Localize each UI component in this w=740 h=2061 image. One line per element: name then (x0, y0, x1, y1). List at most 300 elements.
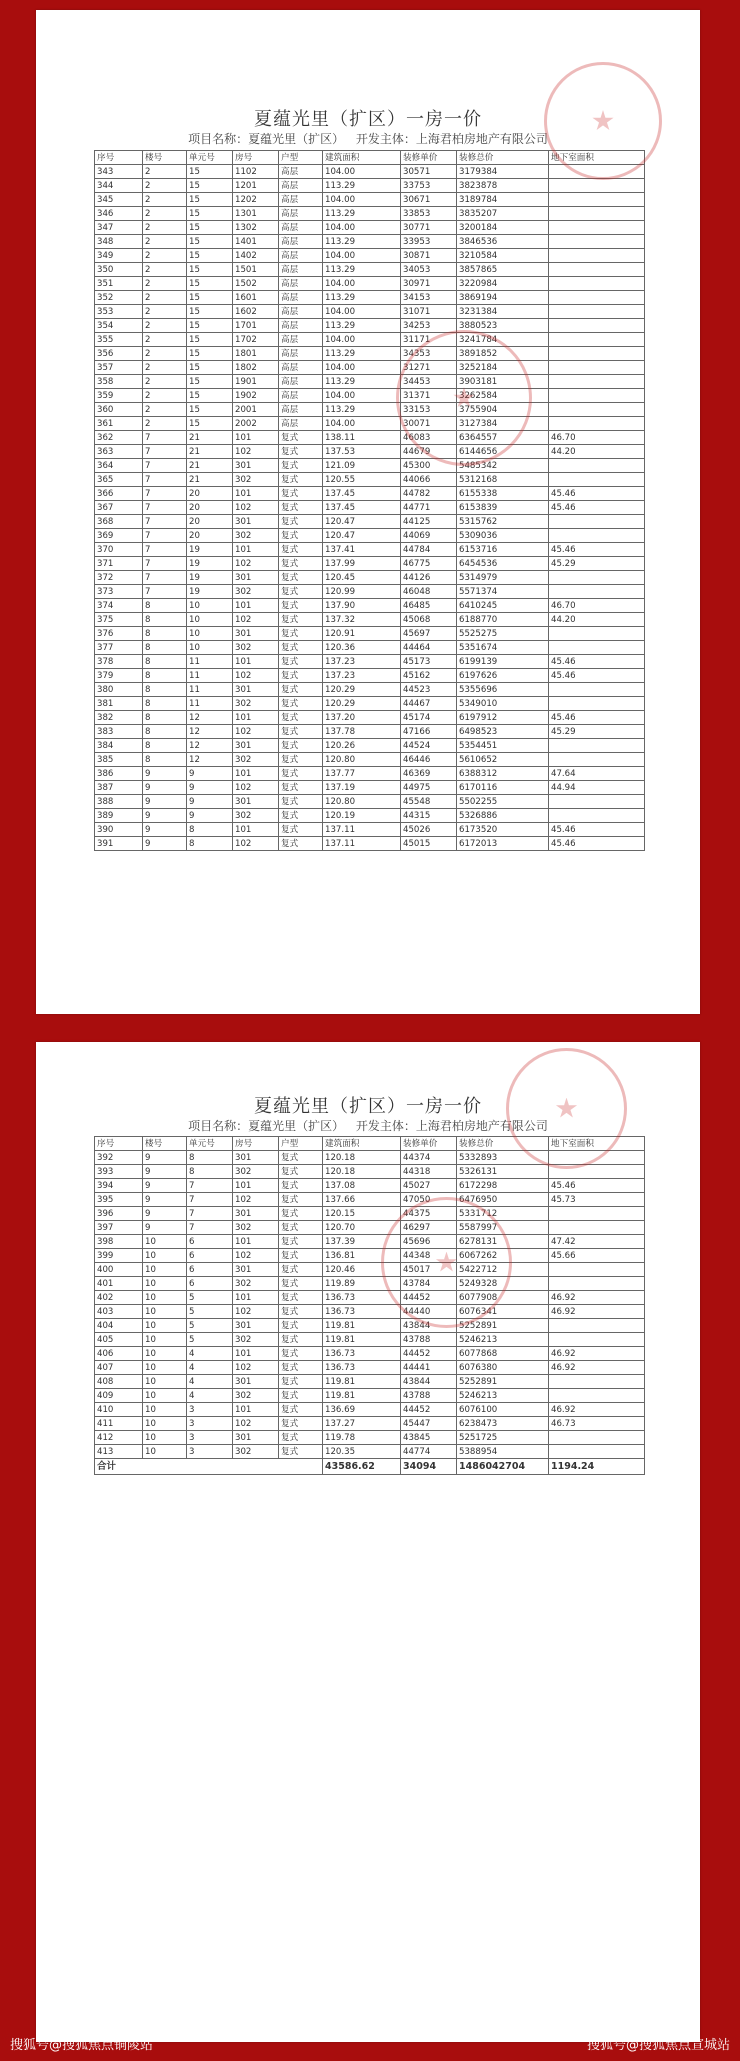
table-cell: 301 (233, 515, 279, 529)
table-cell: 45.29 (549, 725, 645, 739)
table-cell: 46297 (401, 1221, 457, 1235)
table-cell: 44315 (401, 809, 457, 823)
project-name: 项目名称：夏蕴光里（扩区） (188, 132, 345, 146)
table-cell: 复式 (279, 431, 323, 445)
table-cell: 44524 (401, 739, 457, 753)
table-cell: 137.08 (323, 1179, 401, 1193)
table-cell: 7 (143, 431, 187, 445)
table-cell: 45.46 (549, 669, 645, 683)
table-cell: 45174 (401, 711, 457, 725)
table-cell: 20 (187, 487, 233, 501)
table-cell (549, 221, 645, 235)
price-list-page-1 (36, 10, 700, 1014)
column-header: 单元号 (187, 151, 233, 165)
table-cell: 7 (143, 515, 187, 529)
table-row (95, 193, 645, 207)
total-price: 1486042704 (457, 1459, 549, 1475)
table-cell: 6172013 (457, 837, 549, 851)
table-cell: 8 (143, 725, 187, 739)
table-cell: 6197912 (457, 711, 549, 725)
table-cell: 1602 (233, 305, 279, 319)
table-cell: 31171 (401, 333, 457, 347)
table-cell: 302 (233, 641, 279, 655)
table-cell (549, 263, 645, 277)
table-cell: 382 (95, 711, 143, 725)
table-cell: 5314979 (457, 571, 549, 585)
table-cell (549, 165, 645, 179)
table-cell: 9 (143, 1165, 187, 1179)
table-cell: 412 (95, 1431, 143, 1445)
table-cell: 高层 (279, 207, 323, 221)
table-cell: 7 (143, 459, 187, 473)
table-cell: 137.19 (323, 781, 401, 795)
column-header: 单元号 (187, 1137, 233, 1151)
table-row (95, 207, 645, 221)
table-cell: 33953 (401, 235, 457, 249)
table-cell: 120.80 (323, 753, 401, 767)
table-header-row (95, 1137, 645, 1151)
table-cell: 5326131 (457, 1165, 549, 1179)
table-cell: 2 (143, 333, 187, 347)
table-cell: 34253 (401, 319, 457, 333)
table-cell: 397 (95, 1221, 143, 1235)
table-cell: 1201 (233, 179, 279, 193)
table-cell: 102 (233, 1305, 279, 1319)
table-cell: 44.20 (549, 613, 645, 627)
table-cell: 45026 (401, 823, 457, 837)
table-cell (549, 753, 645, 767)
table-cell: 44467 (401, 697, 457, 711)
column-header: 地下室面积 (549, 1137, 645, 1151)
table-cell: 高层 (279, 375, 323, 389)
table-cell: 44782 (401, 487, 457, 501)
table-cell: 45548 (401, 795, 457, 809)
table-cell: 复式 (279, 1221, 323, 1235)
table-cell: 5312168 (457, 473, 549, 487)
table-cell: 3755904 (457, 403, 549, 417)
table-cell: 1802 (233, 361, 279, 375)
table-cell: 381 (95, 697, 143, 711)
table-cell: 45173 (401, 655, 457, 669)
total-basement: 1194.24 (549, 1459, 645, 1475)
table-cell: 137.11 (323, 823, 401, 837)
table-cell: 3 (187, 1431, 233, 1445)
table-row (95, 263, 645, 277)
table-cell: 6388312 (457, 767, 549, 781)
table-cell: 2 (143, 291, 187, 305)
table-cell: 301 (233, 795, 279, 809)
table-cell: 5 (187, 1319, 233, 1333)
table-cell: 101 (233, 543, 279, 557)
table-row (95, 1235, 645, 1249)
table-cell: 404 (95, 1319, 143, 1333)
table-cell: 46.70 (549, 599, 645, 613)
table-cell: 343 (95, 165, 143, 179)
table-cell (549, 1333, 645, 1347)
table-cell: 6278131 (457, 1235, 549, 1249)
table-row (95, 403, 645, 417)
column-header: 建筑面积 (323, 151, 401, 165)
table-cell: 2 (143, 179, 187, 193)
table-cell (549, 473, 645, 487)
table-cell: 复式 (279, 585, 323, 599)
table-cell: 1902 (233, 389, 279, 403)
table-cell: 44523 (401, 683, 457, 697)
table-cell: 3200184 (457, 221, 549, 235)
table-cell: 137.32 (323, 613, 401, 627)
table-cell (549, 795, 645, 809)
table-cell: 411 (95, 1417, 143, 1431)
table-cell: 137.11 (323, 837, 401, 851)
table-row (95, 515, 645, 529)
table-cell: 复式 (279, 445, 323, 459)
table-cell (549, 305, 645, 319)
table-cell: 396 (95, 1207, 143, 1221)
table-cell: 复式 (279, 781, 323, 795)
developer-name: 开发主体：上海君柏房地产有限公司 (355, 1119, 548, 1133)
table-cell: 46775 (401, 557, 457, 571)
table-cell: 2 (143, 221, 187, 235)
table-cell: 6197626 (457, 669, 549, 683)
table-cell: 119.81 (323, 1319, 401, 1333)
table-cell: 30871 (401, 249, 457, 263)
table-cell: 复式 (279, 739, 323, 753)
table-cell: 46485 (401, 599, 457, 613)
table-cell: 359 (95, 389, 143, 403)
table-cell: 101 (233, 823, 279, 837)
table-cell: 120.29 (323, 697, 401, 711)
table-cell: 120.70 (323, 1221, 401, 1235)
table-cell: 101 (233, 599, 279, 613)
table-cell: 120.47 (323, 515, 401, 529)
table-cell: 8 (187, 1151, 233, 1165)
table-cell: 10 (143, 1235, 187, 1249)
table-cell: 高层 (279, 333, 323, 347)
table-row (95, 389, 645, 403)
table-cell: 5610652 (457, 753, 549, 767)
table-row (95, 1389, 645, 1403)
table-cell (549, 809, 645, 823)
table-cell: 405 (95, 1333, 143, 1347)
table-cell: 391 (95, 837, 143, 851)
table-cell: 386 (95, 767, 143, 781)
table-cell: 392 (95, 1151, 143, 1165)
table-cell (549, 739, 645, 753)
table-cell: 113.29 (323, 179, 401, 193)
table-cell: 44679 (401, 445, 457, 459)
table-cell: 高层 (279, 389, 323, 403)
table-cell: 1601 (233, 291, 279, 305)
table-cell: 复式 (279, 1179, 323, 1193)
table-cell: 7 (143, 557, 187, 571)
table-cell: 45447 (401, 1417, 457, 1431)
table-cell (549, 207, 645, 221)
table-cell: 120.80 (323, 795, 401, 809)
table-cell (549, 697, 645, 711)
table-cell: 367 (95, 501, 143, 515)
table-cell: 120.29 (323, 683, 401, 697)
table-cell: 7 (187, 1221, 233, 1235)
table-cell: 高层 (279, 417, 323, 431)
table-cell: 34153 (401, 291, 457, 305)
table-row (95, 305, 645, 319)
table-cell: 358 (95, 375, 143, 389)
table-cell: 20 (187, 515, 233, 529)
table-cell: 113.29 (323, 347, 401, 361)
table-cell: 30771 (401, 221, 457, 235)
table-cell: 5354451 (457, 739, 549, 753)
table-cell: 15 (187, 235, 233, 249)
table-cell: 31271 (401, 361, 457, 375)
table-cell (549, 389, 645, 403)
table-cell: 302 (233, 1165, 279, 1179)
table-row (95, 165, 645, 179)
table-cell: 102 (233, 613, 279, 627)
table-cell: 3210584 (457, 249, 549, 263)
table-cell: 137.99 (323, 557, 401, 571)
table-row (95, 459, 645, 473)
table-cell: 6170116 (457, 781, 549, 795)
table-cell: 45.46 (549, 501, 645, 515)
table-cell: 8 (143, 697, 187, 711)
table-cell: 3823878 (457, 179, 549, 193)
table-cell: 120.91 (323, 627, 401, 641)
table-cell: 46.70 (549, 431, 645, 445)
table-cell: 高层 (279, 179, 323, 193)
table-cell: 1102 (233, 165, 279, 179)
table-cell: 10 (143, 1291, 187, 1305)
table-cell: 409 (95, 1389, 143, 1403)
table-cell: 113.29 (323, 403, 401, 417)
table-cell: 15 (187, 249, 233, 263)
table-cell: 1401 (233, 235, 279, 249)
table-cell: 5355696 (457, 683, 549, 697)
table-cell: 2 (143, 263, 187, 277)
table-cell: 1402 (233, 249, 279, 263)
table-cell: 9 (143, 1207, 187, 1221)
table-row (95, 347, 645, 361)
table-cell: 5332893 (457, 1151, 549, 1165)
table-cell: 7 (143, 543, 187, 557)
table-cell: 46.92 (549, 1361, 645, 1375)
table-cell: 高层 (279, 277, 323, 291)
project-name: 项目名称：夏蕴光里（扩区） (188, 1119, 345, 1133)
table-cell: 362 (95, 431, 143, 445)
table-cell: 3241784 (457, 333, 549, 347)
table-cell: 5252891 (457, 1319, 549, 1333)
table-cell: 301 (233, 571, 279, 585)
table-cell: 6173520 (457, 823, 549, 837)
table-cell: 46083 (401, 431, 457, 445)
table-cell: 302 (233, 585, 279, 599)
table-row (95, 361, 645, 375)
table-cell: 393 (95, 1165, 143, 1179)
table-cell: 5331712 (457, 1207, 549, 1221)
table-cell: 120.19 (323, 809, 401, 823)
table-cell: 2001 (233, 403, 279, 417)
table-row (95, 1165, 645, 1179)
table-cell: 137.45 (323, 501, 401, 515)
doc-title: 夏蕴光里（扩区）一房一价 (254, 1096, 482, 1117)
table-row (95, 585, 645, 599)
table-cell: 10 (143, 1445, 187, 1459)
table-cell: 15 (187, 263, 233, 277)
table-cell: 101 (233, 655, 279, 669)
table-cell: 11 (187, 697, 233, 711)
table-cell: 21 (187, 431, 233, 445)
table-cell: 102 (233, 781, 279, 795)
table-cell: 104.00 (323, 361, 401, 375)
table-cell: 120.18 (323, 1165, 401, 1179)
table-cell: 44.94 (549, 781, 645, 795)
table-cell: 137.41 (323, 543, 401, 557)
table-cell: 368 (95, 515, 143, 529)
table-cell: 2 (143, 277, 187, 291)
table-cell: 12 (187, 711, 233, 725)
table-cell (549, 1165, 645, 1179)
table-cell: 5388954 (457, 1445, 549, 1459)
table-row (95, 683, 645, 697)
table-cell: 15 (187, 179, 233, 193)
table-row (95, 571, 645, 585)
table-cell: 350 (95, 263, 143, 277)
table-cell: 120.99 (323, 585, 401, 599)
table-cell: 复式 (279, 627, 323, 641)
table-cell: 136.73 (323, 1347, 401, 1361)
table-cell: 9 (143, 1193, 187, 1207)
table-row (95, 655, 645, 669)
table-cell: 44348 (401, 1249, 457, 1263)
table-cell: 11 (187, 655, 233, 669)
table-cell: 2 (143, 319, 187, 333)
table-cell: 2 (143, 193, 187, 207)
table-cell (549, 375, 645, 389)
table-cell: 10 (143, 1403, 187, 1417)
table-cell: 高层 (279, 235, 323, 249)
table-row (95, 627, 645, 641)
table-cell: 12 (187, 725, 233, 739)
table-cell: 30071 (401, 417, 457, 431)
table-cell: 46.92 (549, 1347, 645, 1361)
table-cell: 398 (95, 1235, 143, 1249)
table-cell: 3262584 (457, 389, 549, 403)
table-cell: 复式 (279, 557, 323, 571)
table-cell: 高层 (279, 249, 323, 263)
table-cell: 102 (233, 725, 279, 739)
table-cell (549, 235, 645, 249)
doc-subtitle (36, 130, 700, 147)
table-cell: 2 (143, 417, 187, 431)
table-cell: 复式 (279, 669, 323, 683)
table-cell: 6 (187, 1277, 233, 1291)
table-cell: 复式 (279, 711, 323, 725)
table-cell: 6410245 (457, 599, 549, 613)
table-cell: 47050 (401, 1193, 457, 1207)
table-cell: 高层 (279, 347, 323, 361)
table-cell (549, 1277, 645, 1291)
table-row (95, 837, 645, 851)
table-cell: 复式 (279, 1151, 323, 1165)
table-cell: 高层 (279, 291, 323, 305)
table-cell (549, 571, 645, 585)
table-cell: 120.45 (323, 571, 401, 585)
table-cell: 10 (143, 1263, 187, 1277)
table-cell (549, 459, 645, 473)
table-cell: 2 (143, 165, 187, 179)
table-cell: 137.78 (323, 725, 401, 739)
table-cell: 44784 (401, 543, 457, 557)
table-cell: 44374 (401, 1151, 457, 1165)
table-row (95, 557, 645, 571)
table-cell: 43845 (401, 1431, 457, 1445)
table-cell: 6476950 (457, 1193, 549, 1207)
table-cell: 354 (95, 319, 143, 333)
table-cell: 1701 (233, 319, 279, 333)
table-cell: 21 (187, 459, 233, 473)
table-cell: 复式 (279, 1319, 323, 1333)
table-cell: 302 (233, 1333, 279, 1347)
column-header: 房号 (233, 151, 279, 165)
table-cell: 复式 (279, 487, 323, 501)
table-row (95, 725, 645, 739)
table-cell: 复式 (279, 1165, 323, 1179)
table-row (95, 221, 645, 235)
table-cell: 349 (95, 249, 143, 263)
table-row (95, 711, 645, 725)
table-row (95, 1347, 645, 1361)
table-cell: 413 (95, 1445, 143, 1459)
table-cell: 43788 (401, 1389, 457, 1403)
table-cell: 43784 (401, 1277, 457, 1291)
table-cell: 5251725 (457, 1431, 549, 1445)
table-cell: 8 (143, 613, 187, 627)
table-cell: 370 (95, 543, 143, 557)
table-cell: 44126 (401, 571, 457, 585)
table-cell: 复式 (279, 1431, 323, 1445)
table-cell: 30671 (401, 193, 457, 207)
table-cell: 136.69 (323, 1403, 401, 1417)
table-cell (549, 1263, 645, 1277)
table-cell: 45.46 (549, 711, 645, 725)
table-cell: 104.00 (323, 333, 401, 347)
table-cell: 360 (95, 403, 143, 417)
table-row (95, 1417, 645, 1431)
table-row (95, 375, 645, 389)
table-cell: 5485342 (457, 459, 549, 473)
table-cell: 高层 (279, 305, 323, 319)
table-cell: 19 (187, 585, 233, 599)
table-cell: 高层 (279, 165, 323, 179)
table-cell: 104.00 (323, 389, 401, 403)
table-cell: 20 (187, 529, 233, 543)
table-cell: 302 (233, 1389, 279, 1403)
table-cell: 5587997 (457, 1221, 549, 1235)
developer-name: 开发主体：上海君柏房地产有限公司 (355, 132, 548, 146)
table-cell: 15 (187, 193, 233, 207)
table-cell: 394 (95, 1179, 143, 1193)
table-cell: 345 (95, 193, 143, 207)
table-cell: 3 (187, 1403, 233, 1417)
table-cell: 7 (143, 501, 187, 515)
table-cell: 137.20 (323, 711, 401, 725)
table-cell: 6172298 (457, 1179, 549, 1193)
table-cell: 46048 (401, 585, 457, 599)
table-cell: 3869194 (457, 291, 549, 305)
table-cell: 45027 (401, 1179, 457, 1193)
table-cell: 复式 (279, 1389, 323, 1403)
table-cell: 9 (187, 795, 233, 809)
table-row (95, 697, 645, 711)
